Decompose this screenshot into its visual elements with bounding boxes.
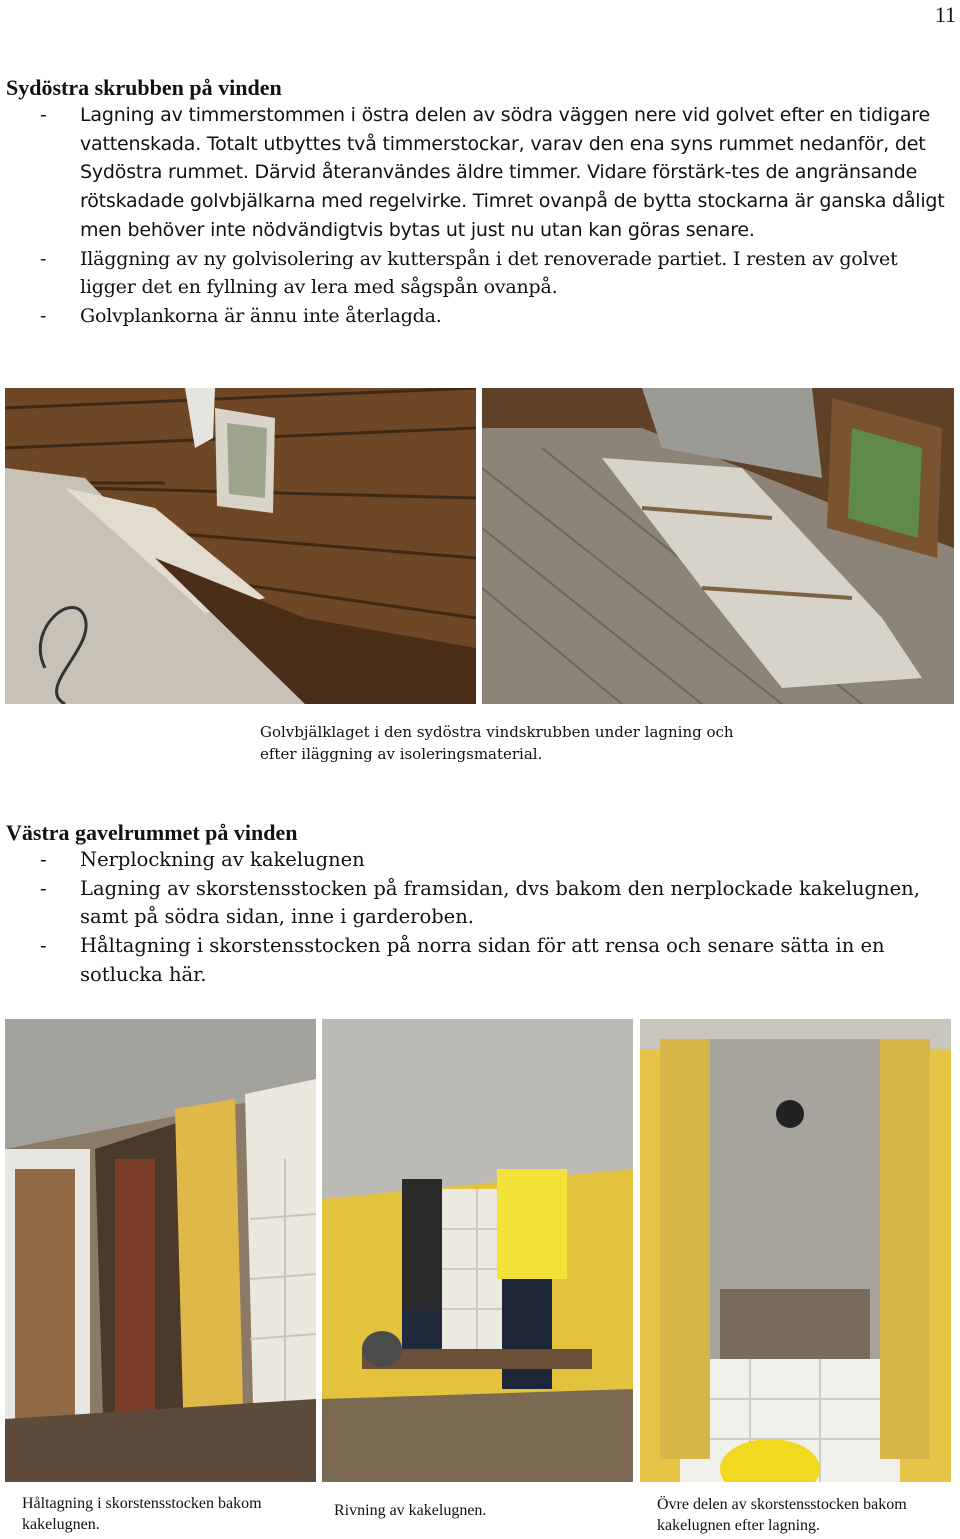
section2-list <box>0 846 960 990</box>
photo-insulated-floor <box>482 388 954 704</box>
section-heading-west-gable-room: Västra gavelrummet på vinden <box>6 820 298 845</box>
list-item: - Iläggning av ny golvisolering av kutterspån i det renoverade partiet. I resten av golvet ligger det en fyllning av lera med sågspån ovanpå. <box>40 247 898 299</box>
section-heading-southeast-closet: Sydöstra skrubben på vinden <box>6 75 282 100</box>
photo-chimney-hole <box>5 1019 316 1482</box>
list-item: - Nerplockning av kakelugnen <box>40 848 365 871</box>
caption-chimney-after: Övre delen av skorstensstocken bakom kakelugnen efter lagning. <box>657 1496 907 1534</box>
photo-attic-floor-repair <box>5 388 476 704</box>
section1-list <box>0 101 960 331</box>
list-item: - Lagning av timmerstommen i östra delen av södra väggen nere vid golvet efter en tidigare vattenskada. Totalt utbyttes två timmerstockar, varav den ena syns rummet nedanför, det Sydöstra rummet. Därvid återanvändes äldre timmer. Vidare förstärk-tes de angränsande rötskadade golvbjälkarna med regelvirke. Timret ovanpå de bytta stockarna är ganska dåligt men behöver inte nödvändigtvis bytas ut just nu utan kan göras senare. <box>40 104 945 241</box>
page-number: 11 <box>934 2 956 27</box>
photo-chimney-after <box>640 1019 951 1482</box>
caption-stove-removal: Rivning av kakelugnen. <box>334 1502 487 1519</box>
photo-stove-removal <box>322 1019 633 1482</box>
list-item: - Håltagning i skorstensstocken på norra sidan för att rensa och senare sätta in en sotlucka här. <box>40 934 885 986</box>
list-item: - Lagning av skorstensstocken på framsidan, dvs bakom den nerplockade kakelugnen, samt på södra sidan, inne i garderoben. <box>40 876 920 929</box>
caption-attic-floor: Golvbjälklaget i den sydöstra vindskrubben under lagning och efter iläggning av isoleringsmaterial. <box>260 723 734 763</box>
list-item: - Golvplankorna är ännu inte återlagda. <box>40 304 442 327</box>
caption-chimney-hole: Håltagning i skorstensstocken bakom kakelugnen. <box>22 1495 262 1533</box>
